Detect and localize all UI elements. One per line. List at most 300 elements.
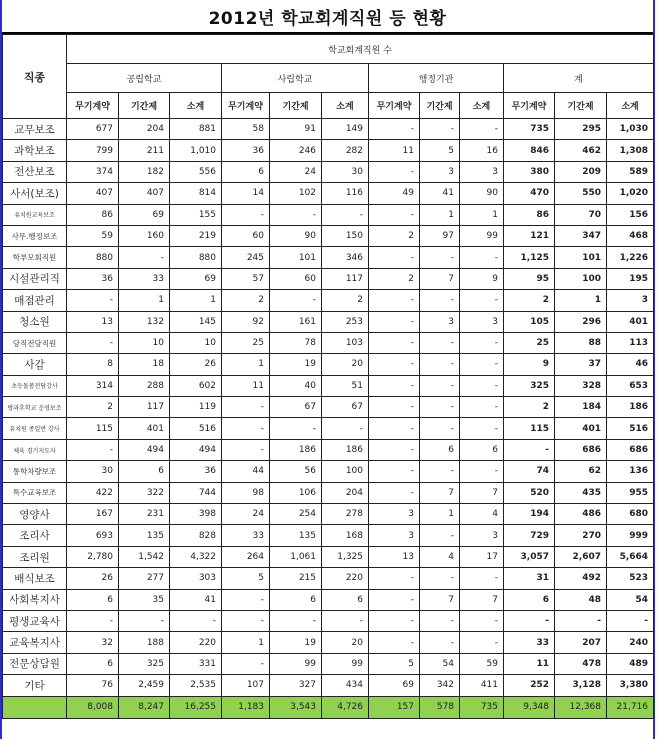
sub-header: 소계 — [607, 93, 654, 119]
group-header-total: 계 — [504, 64, 654, 93]
value-cell: 119 — [170, 397, 222, 418]
value-cell: 1,542 — [119, 546, 170, 567]
value-cell: 136 — [607, 461, 654, 482]
job-type-label: 사무.행정보조 — [3, 225, 67, 246]
value-cell: 1 — [460, 204, 504, 225]
value-cell: - — [222, 439, 270, 460]
value-cell: 135 — [270, 525, 322, 546]
value-cell: 10 — [170, 332, 222, 353]
value-cell: 245 — [222, 247, 270, 268]
value-cell: - — [369, 610, 420, 631]
value-cell: 880 — [170, 247, 222, 268]
sub-header: 기간제 — [420, 93, 460, 119]
value-cell: 322 — [119, 482, 170, 503]
value-cell: - — [369, 354, 420, 375]
value-cell: 2,459 — [119, 675, 170, 696]
total-cell: 3,543 — [270, 696, 322, 718]
value-cell: - — [369, 439, 420, 460]
value-cell: 167 — [67, 504, 119, 525]
value-cell: - — [270, 418, 322, 439]
value-cell: 9 — [504, 354, 555, 375]
table-row — [3, 568, 654, 589]
value-cell: 3,380 — [607, 675, 654, 696]
value-cell: 168 — [322, 525, 369, 546]
value-cell: 113 — [607, 332, 654, 353]
value-cell: 407 — [67, 183, 119, 204]
value-cell: 19 — [270, 632, 322, 653]
value-cell: - — [460, 610, 504, 631]
value-cell: 955 — [607, 482, 654, 503]
value-cell: 32 — [67, 632, 119, 653]
value-cell: 51 — [322, 375, 369, 396]
value-cell: - — [420, 461, 460, 482]
value-cell: 729 — [504, 525, 555, 546]
value-cell: - — [222, 589, 270, 610]
value-cell: - — [369, 418, 420, 439]
value-cell: 106 — [270, 482, 322, 503]
table-row — [3, 653, 654, 674]
value-cell: 494 — [170, 439, 222, 460]
value-cell: 67 — [270, 397, 322, 418]
value-cell: 253 — [322, 311, 369, 332]
value-cell: - — [420, 610, 460, 631]
value-cell: 76 — [67, 675, 119, 696]
value-cell: 2,780 — [67, 546, 119, 567]
value-cell: 6 — [67, 653, 119, 674]
job-type-label: 매점관리 — [3, 290, 67, 311]
value-cell: 67 — [322, 397, 369, 418]
value-cell: 195 — [607, 268, 654, 289]
value-cell: 331 — [170, 653, 222, 674]
value-cell: 494 — [119, 439, 170, 460]
value-cell: 2,607 — [555, 546, 607, 567]
value-cell: 2 — [222, 290, 270, 311]
job-type-label: 평생교육사 — [3, 610, 67, 631]
value-cell: 57 — [222, 268, 270, 289]
value-cell: 59 — [67, 225, 119, 246]
job-type-label: 조리사 — [3, 525, 67, 546]
value-cell: 520 — [504, 482, 555, 503]
value-cell: 117 — [119, 397, 170, 418]
value-cell: - — [322, 204, 369, 225]
value-cell: 116 — [322, 183, 369, 204]
sub-header: 무기계약 — [222, 93, 270, 119]
sub-header: 소계 — [170, 93, 222, 119]
value-cell: 207 — [555, 632, 607, 653]
value-cell: 6 — [67, 589, 119, 610]
value-cell: 277 — [119, 568, 170, 589]
value-cell: 74 — [504, 461, 555, 482]
value-cell: 3 — [460, 161, 504, 182]
value-cell: 220 — [322, 568, 369, 589]
value-cell: 121 — [504, 225, 555, 246]
value-cell: 602 — [170, 375, 222, 396]
value-cell: 69 — [369, 675, 420, 696]
value-cell: 220 — [170, 632, 222, 653]
value-cell: 2 — [504, 290, 555, 311]
value-cell: - — [460, 247, 504, 268]
value-cell: 380 — [504, 161, 555, 182]
table-row — [3, 397, 654, 418]
value-cell: 401 — [119, 418, 170, 439]
value-cell: - — [270, 290, 322, 311]
job-type-label: 방과후학교 운영보조 — [3, 397, 67, 418]
value-cell: - — [322, 610, 369, 631]
value-cell: 91 — [270, 119, 322, 140]
value-cell: 744 — [170, 482, 222, 503]
value-cell: - — [67, 439, 119, 460]
value-cell: 36 — [170, 461, 222, 482]
value-cell: 54 — [420, 653, 460, 674]
value-cell: 160 — [119, 225, 170, 246]
value-cell: 435 — [555, 482, 607, 503]
table-row — [3, 504, 654, 525]
job-type-label: 유치원 종일반 강사 — [3, 418, 67, 439]
sub-header: 기간제 — [119, 93, 170, 119]
value-cell: 99 — [460, 225, 504, 246]
sub-header: 무기계약 — [67, 93, 119, 119]
value-cell: 1,010 — [170, 140, 222, 161]
value-cell: 270 — [555, 525, 607, 546]
value-cell: 1 — [222, 354, 270, 375]
value-cell: 49 — [369, 183, 420, 204]
value-cell: 24 — [222, 504, 270, 525]
table-row — [3, 183, 654, 204]
value-cell: - — [67, 290, 119, 311]
total-cell: 578 — [420, 696, 460, 718]
value-cell: 99 — [322, 653, 369, 674]
value-cell: 25 — [222, 332, 270, 353]
value-cell: - — [460, 632, 504, 653]
value-cell: 150 — [322, 225, 369, 246]
value-cell: - — [420, 568, 460, 589]
value-cell: 492 — [555, 568, 607, 589]
value-cell: 1,030 — [607, 119, 654, 140]
value-cell: - — [420, 119, 460, 140]
value-cell: 240 — [607, 632, 654, 653]
value-cell: 7 — [420, 268, 460, 289]
value-cell: 182 — [119, 161, 170, 182]
value-cell: 6 — [222, 161, 270, 182]
value-cell: - — [460, 418, 504, 439]
sub-header: 소계 — [460, 93, 504, 119]
value-cell: 1,308 — [607, 140, 654, 161]
table-row — [3, 161, 654, 182]
value-cell: 462 — [555, 140, 607, 161]
value-cell: - — [222, 418, 270, 439]
value-cell: 523 — [607, 568, 654, 589]
value-cell: - — [222, 397, 270, 418]
value-cell: 101 — [270, 247, 322, 268]
value-cell: 25 — [504, 332, 555, 353]
table-row — [3, 354, 654, 375]
value-cell: 1,061 — [270, 546, 322, 567]
value-cell: 103 — [322, 332, 369, 353]
sub-header: 소계 — [322, 93, 369, 119]
value-cell: 4,322 — [170, 546, 222, 567]
value-cell: 204 — [119, 119, 170, 140]
value-cell: - — [369, 161, 420, 182]
value-cell: - — [369, 397, 420, 418]
value-cell: 69 — [119, 204, 170, 225]
value-cell: 78 — [270, 332, 322, 353]
value-cell: 401 — [555, 418, 607, 439]
job-type-label: 사회복지사 — [3, 589, 67, 610]
table-row — [3, 375, 654, 396]
value-cell: - — [67, 610, 119, 631]
value-cell: 422 — [67, 482, 119, 503]
value-cell: 26 — [170, 354, 222, 375]
total-cell: 21,716 — [607, 696, 654, 718]
value-cell: 33 — [222, 525, 270, 546]
value-cell: 3 — [369, 504, 420, 525]
total-cell: 8,008 — [67, 696, 119, 718]
group-header-public: 공립학교 — [67, 64, 222, 93]
value-cell: - — [504, 439, 555, 460]
table-row — [3, 418, 654, 439]
value-cell: 100 — [322, 461, 369, 482]
value-cell: 314 — [67, 375, 119, 396]
sub-header: 기간제 — [270, 93, 322, 119]
value-cell: - — [369, 482, 420, 503]
value-cell: - — [369, 568, 420, 589]
value-cell: - — [420, 632, 460, 653]
value-cell: 516 — [170, 418, 222, 439]
job-type-label: 전산보조 — [3, 161, 67, 182]
staff-count-header: 학교회계직원 수 — [67, 35, 654, 64]
job-type-label: 초등돌봄전담강사 — [3, 375, 67, 396]
value-cell: 59 — [460, 653, 504, 674]
value-cell: 95 — [504, 268, 555, 289]
value-cell: 16 — [460, 140, 504, 161]
value-cell: - — [460, 375, 504, 396]
value-cell: 1,020 — [607, 183, 654, 204]
value-cell: 186 — [322, 439, 369, 460]
value-cell: - — [369, 311, 420, 332]
value-cell: - — [420, 290, 460, 311]
job-type-label: 특수교육보조 — [3, 482, 67, 503]
value-cell: - — [420, 247, 460, 268]
table-row — [3, 525, 654, 546]
value-cell: 296 — [555, 311, 607, 332]
value-cell: 184 — [555, 397, 607, 418]
value-cell: 2 — [322, 290, 369, 311]
value-cell: 209 — [555, 161, 607, 182]
value-cell: 86 — [67, 204, 119, 225]
value-cell: 398 — [170, 504, 222, 525]
job-type-label: 배식보조 — [3, 568, 67, 589]
job-type-label: 학부모회직원 — [3, 247, 67, 268]
value-cell: 478 — [555, 653, 607, 674]
value-cell: - — [460, 568, 504, 589]
job-type-label: 사감 — [3, 354, 67, 375]
value-cell: 470 — [504, 183, 555, 204]
value-cell: - — [420, 354, 460, 375]
value-cell: - — [460, 397, 504, 418]
table-row — [3, 140, 654, 161]
job-type-label: 기타 — [3, 675, 67, 696]
job-type-label: 당직전담직원 — [3, 332, 67, 353]
value-cell: 880 — [67, 247, 119, 268]
value-cell: 6 — [460, 439, 504, 460]
value-cell: - — [369, 589, 420, 610]
value-cell: 999 — [607, 525, 654, 546]
value-cell: - — [369, 332, 420, 353]
job-type-label: 교육복지사 — [3, 632, 67, 653]
value-cell: 204 — [322, 482, 369, 503]
group-header-admin: 행정기관 — [369, 64, 504, 93]
value-cell: 799 — [67, 140, 119, 161]
value-cell: 254 — [270, 504, 322, 525]
table-row — [3, 546, 654, 567]
value-cell: 90 — [460, 183, 504, 204]
job-type-label: 체육 경기지도자 — [3, 439, 67, 460]
value-cell: 100 — [555, 268, 607, 289]
value-cell: - — [119, 247, 170, 268]
value-cell: 8 — [67, 354, 119, 375]
value-cell: 288 — [119, 375, 170, 396]
page-title: 2012년 학교회계직원 등 현황 — [2, 0, 653, 34]
sub-header: 기간제 — [555, 93, 607, 119]
value-cell: 5 — [222, 568, 270, 589]
value-cell: - — [504, 610, 555, 631]
total-cell: 16,255 — [170, 696, 222, 718]
value-cell: 188 — [119, 632, 170, 653]
value-cell: 156 — [607, 204, 654, 225]
value-cell: 3,057 — [504, 546, 555, 567]
value-cell: 3 — [369, 525, 420, 546]
value-cell: 589 — [607, 161, 654, 182]
value-cell: 653 — [607, 375, 654, 396]
value-cell: 101 — [555, 247, 607, 268]
value-cell: 115 — [67, 418, 119, 439]
value-cell: 1 — [222, 632, 270, 653]
staff-table — [2, 34, 654, 719]
value-cell: 30 — [322, 161, 369, 182]
value-cell: 132 — [119, 311, 170, 332]
table-row — [3, 461, 654, 482]
total-cell: 1,183 — [222, 696, 270, 718]
group-header-private: 사립학교 — [222, 64, 369, 93]
value-cell: 33 — [119, 268, 170, 289]
value-cell: 44 — [222, 461, 270, 482]
table-row — [3, 589, 654, 610]
value-cell: 107 — [222, 675, 270, 696]
value-cell: 13 — [369, 546, 420, 567]
value-cell: 62 — [555, 461, 607, 482]
value-cell: 86 — [504, 204, 555, 225]
value-cell: 686 — [555, 439, 607, 460]
value-cell: - — [67, 332, 119, 353]
value-cell: 828 — [170, 525, 222, 546]
value-cell: - — [369, 375, 420, 396]
value-cell: - — [420, 397, 460, 418]
value-cell: 149 — [322, 119, 369, 140]
value-cell: 48 — [555, 589, 607, 610]
value-cell: 97 — [420, 225, 460, 246]
value-cell: 1,125 — [504, 247, 555, 268]
value-cell: - — [460, 290, 504, 311]
value-cell: 186 — [607, 397, 654, 418]
total-cell: 8,247 — [119, 696, 170, 718]
value-cell: 252 — [504, 675, 555, 696]
value-cell: 54 — [607, 589, 654, 610]
value-cell: 46 — [607, 354, 654, 375]
table-row — [3, 225, 654, 246]
value-cell: 246 — [270, 140, 322, 161]
value-cell: 18 — [119, 354, 170, 375]
value-cell: 411 — [460, 675, 504, 696]
job-type-label: 시설관리직 — [3, 268, 67, 289]
value-cell: 219 — [170, 225, 222, 246]
value-cell: - — [420, 375, 460, 396]
value-cell: 677 — [67, 119, 119, 140]
value-cell: 693 — [67, 525, 119, 546]
value-cell: 5 — [420, 140, 460, 161]
value-cell: 14 — [222, 183, 270, 204]
value-cell: 13 — [67, 311, 119, 332]
job-type-label: 사서(보조) — [3, 183, 67, 204]
value-cell: - — [222, 610, 270, 631]
value-cell: 295 — [555, 119, 607, 140]
value-cell: 33 — [504, 632, 555, 653]
value-cell: 4 — [460, 504, 504, 525]
value-cell: 20 — [322, 632, 369, 653]
value-cell: 2 — [504, 397, 555, 418]
value-cell: 41 — [420, 183, 460, 204]
value-cell: - — [460, 354, 504, 375]
value-cell: 161 — [270, 311, 322, 332]
value-cell: 88 — [555, 332, 607, 353]
value-cell: 5,664 — [607, 546, 654, 567]
value-cell: 374 — [67, 161, 119, 182]
value-cell: - — [170, 610, 222, 631]
value-cell: 11 — [504, 653, 555, 674]
value-cell: 145 — [170, 311, 222, 332]
table-row — [3, 610, 654, 631]
value-cell: 56 — [270, 461, 322, 482]
job-type-label: 과학보조 — [3, 140, 67, 161]
value-cell: 814 — [170, 183, 222, 204]
value-cell: 2 — [67, 397, 119, 418]
value-cell: - — [460, 332, 504, 353]
value-cell: 735 — [504, 119, 555, 140]
value-cell: 186 — [270, 439, 322, 460]
table-row — [3, 439, 654, 460]
value-cell: 5 — [369, 653, 420, 674]
total-cell: 9,348 — [504, 696, 555, 718]
value-cell: 17 — [460, 546, 504, 567]
job-type-label: 영양사 — [3, 504, 67, 525]
value-cell: - — [607, 610, 654, 631]
value-cell: 24 — [270, 161, 322, 182]
value-cell: 98 — [222, 482, 270, 503]
value-cell: 117 — [322, 268, 369, 289]
value-cell: 327 — [270, 675, 322, 696]
value-cell: 486 — [555, 504, 607, 525]
value-cell: 31 — [504, 568, 555, 589]
value-cell: 194 — [504, 504, 555, 525]
table-row — [3, 482, 654, 503]
value-cell: 211 — [119, 140, 170, 161]
value-cell: - — [369, 461, 420, 482]
value-cell: 407 — [119, 183, 170, 204]
value-cell: 11 — [369, 140, 420, 161]
value-cell: 6 — [504, 589, 555, 610]
value-cell: - — [270, 204, 322, 225]
value-cell: - — [420, 525, 460, 546]
job-type-label: 통학차량보조 — [3, 461, 67, 482]
